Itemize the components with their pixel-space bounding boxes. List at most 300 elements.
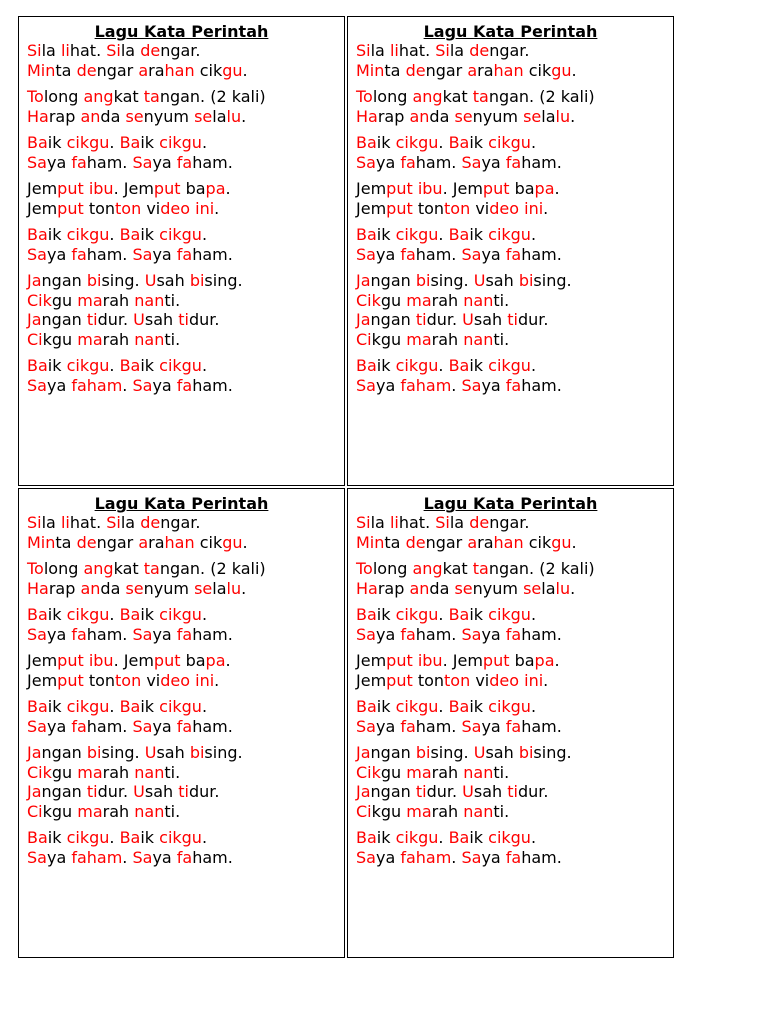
highlighted-syllable: U bbox=[144, 743, 157, 762]
syllable: . bbox=[554, 651, 560, 670]
lyric-line bbox=[356, 717, 673, 737]
lyric-line bbox=[356, 802, 673, 822]
highlighted-syllable: ton bbox=[115, 670, 142, 690]
highlighted-syllable: Ba bbox=[119, 133, 141, 152]
lyric-line bbox=[356, 107, 673, 127]
syllable: ik bbox=[376, 828, 396, 847]
syllable: la bbox=[41, 41, 61, 60]
syllable: da bbox=[429, 106, 455, 126]
syllable: la bbox=[120, 513, 141, 532]
song-card-2 bbox=[347, 16, 674, 486]
syllable: kgu bbox=[371, 329, 407, 349]
highlighted-syllable: deo bbox=[160, 198, 191, 218]
syllable: . bbox=[571, 60, 577, 80]
highlighted-syllable: Sa bbox=[356, 152, 376, 172]
highlighted-syllable: bi bbox=[189, 743, 205, 762]
highlighted-syllable: ma bbox=[77, 290, 103, 310]
syllable: ham. bbox=[86, 716, 133, 736]
highlighted-syllable: gu bbox=[551, 532, 572, 552]
highlighted-syllable: pa bbox=[534, 651, 555, 670]
syllable: . bbox=[109, 605, 120, 624]
syllable: la bbox=[541, 106, 556, 126]
syllable: gu bbox=[51, 762, 78, 782]
highlighted-syllable: Si bbox=[27, 41, 42, 60]
syllable: ik bbox=[469, 828, 489, 847]
lyric-line bbox=[27, 579, 344, 599]
lyric-line bbox=[27, 533, 344, 553]
highlighted-syllable: Sa bbox=[356, 847, 376, 867]
stanza bbox=[356, 697, 673, 736]
syllable: hat. bbox=[398, 513, 436, 532]
syllable: ya bbox=[152, 847, 177, 867]
highlighted-syllable: gu bbox=[222, 532, 243, 552]
highlighted-syllable: ibu bbox=[417, 651, 443, 670]
highlighted-syllable: gu bbox=[222, 60, 243, 80]
syllable: ra bbox=[477, 532, 494, 552]
song-card-3 bbox=[18, 488, 345, 958]
syllable: ik bbox=[47, 133, 67, 152]
syllable: ik bbox=[140, 356, 160, 375]
highlighted-syllable: Ha bbox=[356, 106, 378, 126]
highlighted-syllable: Ba bbox=[27, 225, 48, 244]
highlighted-syllable: cikgu bbox=[159, 225, 202, 244]
syllable: cik bbox=[194, 532, 223, 552]
lyric-line bbox=[356, 376, 673, 396]
highlighted-syllable: fa bbox=[71, 152, 87, 172]
highlighted-syllable: Sa bbox=[461, 375, 482, 395]
stanza bbox=[356, 87, 673, 126]
lyric-line bbox=[356, 605, 673, 625]
syllable: kat bbox=[113, 559, 144, 578]
syllable: ra bbox=[148, 60, 165, 80]
stanza bbox=[27, 356, 344, 395]
highlighted-syllable: lu bbox=[555, 578, 571, 598]
highlighted-syllable: a bbox=[467, 532, 478, 552]
syllable: ba bbox=[509, 651, 535, 670]
syllable: vi bbox=[470, 670, 490, 690]
highlighted-syllable: Ha bbox=[27, 578, 49, 598]
highlighted-syllable: Sa bbox=[356, 716, 376, 736]
highlighted-syllable: Ba bbox=[448, 697, 470, 716]
highlighted-syllable: Ja bbox=[27, 310, 42, 329]
highlighted-syllable: cikgu bbox=[159, 605, 202, 624]
syllable: ik bbox=[47, 605, 67, 624]
syllable: . bbox=[241, 578, 247, 598]
stanza bbox=[356, 271, 673, 349]
syllable: . bbox=[122, 375, 133, 395]
highlighted-syllable: Si bbox=[27, 513, 42, 532]
highlighted-syllable: Ba bbox=[119, 225, 141, 244]
stanza bbox=[27, 651, 344, 690]
syllable: rah bbox=[102, 290, 135, 310]
highlighted-syllable: ang bbox=[83, 87, 114, 106]
lyric-line bbox=[27, 651, 344, 671]
highlighted-syllable: an bbox=[409, 578, 430, 598]
syllable: ya bbox=[46, 847, 72, 867]
highlighted-syllable: Sa bbox=[356, 244, 376, 264]
syllable: ik bbox=[47, 828, 67, 847]
syllable: ik bbox=[469, 697, 489, 716]
lyric-line bbox=[27, 107, 344, 127]
syllable: da bbox=[429, 578, 455, 598]
highlighted-syllable: se bbox=[194, 106, 213, 126]
syllable: sing. bbox=[533, 743, 572, 762]
lyric-line bbox=[356, 271, 673, 291]
highlighted-syllable: fa bbox=[176, 244, 193, 264]
syllable: ta bbox=[384, 532, 406, 552]
highlighted-syllable: Sa bbox=[132, 152, 153, 172]
highlighted-syllable: de bbox=[405, 60, 426, 80]
lyric-line bbox=[356, 291, 673, 311]
syllable: la bbox=[212, 578, 227, 598]
highlighted-syllable: ang bbox=[412, 559, 443, 578]
highlighted-syllable: bi bbox=[86, 743, 102, 762]
highlighted-syllable: an bbox=[80, 578, 101, 598]
lyric-line bbox=[27, 225, 344, 245]
syllable: ya bbox=[375, 375, 401, 395]
syllable: ik bbox=[376, 605, 396, 624]
syllable: ik bbox=[140, 828, 160, 847]
syllable: ham. bbox=[415, 244, 462, 264]
highlighted-syllable: de bbox=[140, 41, 161, 60]
syllable: . bbox=[438, 828, 449, 847]
highlighted-syllable: Ba bbox=[448, 133, 470, 152]
syllable: ton bbox=[412, 198, 445, 218]
syllable: sah bbox=[156, 743, 190, 762]
highlighted-syllable: fa bbox=[176, 624, 193, 644]
lyric-line bbox=[27, 743, 344, 763]
highlighted-syllable: nan bbox=[463, 801, 494, 821]
syllable: dur. bbox=[517, 782, 549, 801]
highlighted-syllable: Si bbox=[435, 41, 450, 60]
highlighted-syllable: ibu bbox=[417, 179, 443, 198]
syllable: ton bbox=[412, 670, 445, 690]
highlighted-syllable: fa bbox=[400, 847, 416, 867]
lyric-line bbox=[27, 802, 344, 822]
syllable: . bbox=[225, 651, 231, 670]
highlighted-syllable: cikgu bbox=[395, 133, 439, 152]
lyric-line bbox=[27, 61, 344, 81]
syllable: rah bbox=[431, 762, 464, 782]
highlighted-syllable: Sa bbox=[27, 624, 47, 644]
lyric-line bbox=[356, 651, 673, 671]
syllable: kgu bbox=[371, 801, 407, 821]
highlighted-syllable: ti bbox=[178, 782, 189, 801]
stanza bbox=[27, 41, 344, 80]
lyric-line bbox=[27, 291, 344, 311]
song-title: Lagu Kata Perintah bbox=[94, 22, 269, 41]
highlighted-syllable: han bbox=[164, 60, 195, 80]
highlighted-syllable: put bbox=[386, 198, 413, 218]
lyric-line bbox=[356, 533, 673, 553]
lyric-line bbox=[27, 87, 344, 107]
stanza bbox=[27, 513, 344, 552]
stanza bbox=[356, 513, 673, 552]
syllable: ngan bbox=[41, 271, 87, 290]
lyric-line bbox=[27, 717, 344, 737]
syllable: nyum bbox=[472, 578, 524, 598]
highlighted-syllable: fa bbox=[176, 847, 193, 867]
syllable: ra bbox=[477, 60, 494, 80]
highlighted-syllable: Ja bbox=[356, 310, 371, 329]
syllable: . bbox=[451, 847, 462, 867]
syllable: ngan. (2 kali) bbox=[159, 87, 266, 106]
highlighted-syllable: put bbox=[57, 179, 84, 198]
highlighted-syllable: de bbox=[405, 532, 426, 552]
syllable: ya bbox=[375, 624, 401, 644]
song-title: Lagu Kata Perintah bbox=[423, 494, 598, 513]
lyric-line bbox=[356, 61, 673, 81]
syllable: ngar bbox=[96, 60, 139, 80]
highlighted-syllable: Sa bbox=[27, 716, 47, 736]
syllable: . Jem bbox=[442, 179, 483, 198]
syllable: la bbox=[541, 578, 556, 598]
syllable: sah bbox=[473, 782, 508, 801]
lyric-line bbox=[356, 87, 673, 107]
lyric-line bbox=[27, 133, 344, 153]
syllable: ngar. bbox=[160, 513, 201, 532]
highlighted-syllable: Sa bbox=[356, 624, 376, 644]
highlighted-syllable: Ha bbox=[356, 578, 378, 598]
highlighted-syllable: de bbox=[469, 41, 490, 60]
highlighted-syllable: Ja bbox=[356, 743, 371, 762]
lyrics bbox=[27, 513, 344, 867]
highlighted-syllable: Sa bbox=[461, 244, 482, 264]
syllable: ba bbox=[509, 179, 535, 198]
syllable: ya bbox=[481, 152, 506, 172]
syllable: hat. bbox=[69, 513, 107, 532]
syllable: ti. bbox=[164, 762, 181, 782]
syllable: ton bbox=[83, 670, 116, 690]
syllable: ti. bbox=[164, 290, 181, 310]
highlighted-syllable: ma bbox=[77, 762, 103, 782]
highlighted-syllable: ma bbox=[77, 329, 103, 349]
highlighted-syllable: lu bbox=[226, 578, 242, 598]
syllable: nyum bbox=[472, 106, 524, 126]
syllable: ham. bbox=[521, 152, 562, 172]
highlighted-syllable: de bbox=[140, 513, 161, 532]
highlighted-syllable: fa bbox=[505, 244, 522, 264]
highlighted-syllable: cikgu bbox=[66, 828, 110, 847]
syllable: ti. bbox=[493, 801, 510, 821]
syllable: ik bbox=[469, 225, 489, 244]
syllable: ik bbox=[376, 697, 396, 716]
highlighted-syllable: se bbox=[454, 106, 473, 126]
syllable: . bbox=[543, 198, 549, 218]
lyric-line bbox=[27, 330, 344, 350]
highlighted-syllable: ton bbox=[444, 670, 471, 690]
syllable: hat. bbox=[69, 41, 107, 60]
highlighted-syllable: Ba bbox=[448, 605, 470, 624]
syllable: ngar bbox=[96, 532, 139, 552]
syllable: dur. bbox=[426, 782, 463, 801]
highlighted-syllable: cikgu bbox=[395, 225, 439, 244]
syllable: dur. bbox=[188, 310, 220, 329]
syllable: sah bbox=[473, 310, 508, 329]
syllable: . bbox=[438, 133, 449, 152]
syllable: Jem bbox=[27, 198, 58, 218]
highlighted-syllable: de bbox=[76, 532, 97, 552]
syllable: . bbox=[122, 847, 133, 867]
highlighted-syllable: li bbox=[389, 41, 399, 60]
highlighted-syllable: put bbox=[57, 670, 84, 690]
highlighted-syllable: Min bbox=[356, 60, 385, 80]
highlighted-syllable: cikgu bbox=[395, 828, 439, 847]
highlighted-syllable: ti bbox=[415, 310, 427, 329]
lyric-line bbox=[356, 225, 673, 245]
syllable: dur. bbox=[426, 310, 463, 329]
syllable: ham. bbox=[415, 624, 462, 644]
stanza bbox=[27, 743, 344, 821]
highlighted-syllable: put bbox=[386, 651, 413, 670]
highlighted-syllable: cikgu bbox=[159, 697, 202, 716]
syllable: ham. bbox=[192, 244, 233, 264]
syllable: rah bbox=[431, 290, 464, 310]
highlighted-syllable: fa bbox=[505, 152, 522, 172]
syllable: ham. bbox=[521, 244, 562, 264]
highlighted-syllable: fa bbox=[71, 624, 87, 644]
highlighted-syllable: bi bbox=[518, 271, 534, 290]
highlighted-syllable: ton bbox=[444, 198, 471, 218]
syllable: sah bbox=[485, 743, 519, 762]
highlighted-syllable: fa bbox=[505, 375, 522, 395]
syllable: ngan bbox=[370, 782, 416, 801]
highlighted-syllable: fa bbox=[176, 716, 193, 736]
highlighted-syllable: ti bbox=[507, 310, 518, 329]
highlighted-syllable: se bbox=[523, 106, 542, 126]
highlighted-syllable: cikgu bbox=[488, 697, 531, 716]
syllable: . bbox=[438, 356, 449, 375]
syllable: sing. bbox=[204, 271, 243, 290]
syllable: ham. bbox=[415, 716, 462, 736]
stanza bbox=[27, 605, 344, 644]
highlighted-syllable: bi bbox=[189, 271, 205, 290]
highlighted-syllable: ham bbox=[415, 375, 452, 395]
stanza bbox=[27, 271, 344, 349]
highlighted-syllable: ibu bbox=[88, 651, 114, 670]
syllable: ham. bbox=[86, 624, 133, 644]
lyric-line bbox=[356, 179, 673, 199]
lyric-line bbox=[356, 330, 673, 350]
highlighted-syllable: nan bbox=[134, 290, 165, 310]
syllable: la bbox=[212, 106, 227, 126]
lyric-line bbox=[27, 782, 344, 802]
highlighted-syllable: To bbox=[27, 559, 44, 578]
lyrics bbox=[356, 513, 673, 867]
lyric-line bbox=[356, 513, 673, 533]
syllable: ik bbox=[140, 133, 160, 152]
highlighted-syllable: fa bbox=[400, 716, 416, 736]
syllable: ham. bbox=[192, 152, 233, 172]
syllable: ngan bbox=[370, 271, 416, 290]
lyric-line bbox=[27, 559, 344, 579]
highlighted-syllable: pa bbox=[205, 651, 226, 670]
highlighted-syllable: fa bbox=[176, 375, 193, 395]
highlighted-syllable: Sa bbox=[27, 375, 47, 395]
syllable: sing. bbox=[430, 271, 474, 290]
syllable: sah bbox=[485, 271, 519, 290]
highlighted-syllable: ham bbox=[86, 375, 123, 395]
syllable: ngar. bbox=[489, 513, 530, 532]
syllable: . bbox=[438, 697, 449, 716]
syllable: rah bbox=[431, 329, 464, 349]
syllable: ham. bbox=[521, 375, 562, 395]
syllable: ik bbox=[47, 697, 67, 716]
highlighted-syllable: U bbox=[133, 782, 145, 801]
syllable: Jem bbox=[27, 651, 58, 670]
highlighted-syllable: ini bbox=[524, 670, 544, 690]
highlighted-syllable: han bbox=[164, 532, 195, 552]
syllable: rah bbox=[102, 801, 135, 821]
syllable: ngan bbox=[41, 782, 87, 801]
syllable: . bbox=[543, 670, 549, 690]
lyric-line bbox=[27, 513, 344, 533]
syllable: dur. bbox=[188, 782, 220, 801]
syllable: gu bbox=[380, 290, 407, 310]
lyric-line bbox=[27, 310, 344, 330]
highlighted-syllable: fa bbox=[400, 152, 416, 172]
syllable: kat bbox=[113, 87, 144, 106]
highlighted-syllable: Ja bbox=[356, 271, 371, 290]
highlighted-syllable: fa bbox=[176, 152, 193, 172]
syllable: ham. bbox=[192, 375, 233, 395]
highlighted-syllable: bi bbox=[415, 271, 431, 290]
highlighted-syllable: Ba bbox=[119, 828, 141, 847]
syllable: ta bbox=[55, 532, 77, 552]
syllable: . bbox=[201, 605, 208, 624]
highlighted-syllable: cikgu bbox=[488, 828, 531, 847]
syllable: Jem bbox=[356, 179, 387, 198]
highlighted-syllable: fa bbox=[505, 847, 522, 867]
syllable: . Jem bbox=[113, 179, 154, 198]
highlighted-syllable: ang bbox=[83, 559, 114, 578]
highlighted-syllable: se bbox=[194, 578, 213, 598]
highlighted-syllable: ta bbox=[143, 87, 160, 106]
syllable: ti. bbox=[493, 762, 510, 782]
syllable: ngan bbox=[41, 743, 87, 762]
highlighted-syllable: nan bbox=[463, 290, 494, 310]
stanza bbox=[356, 225, 673, 264]
highlighted-syllable: put bbox=[482, 179, 510, 198]
syllable: ya bbox=[481, 375, 506, 395]
syllable: sing. bbox=[430, 743, 474, 762]
stanza bbox=[27, 559, 344, 598]
highlighted-syllable: cikgu bbox=[395, 356, 439, 375]
highlighted-syllable: li bbox=[389, 513, 399, 532]
lyric-line bbox=[356, 848, 673, 868]
syllable: . bbox=[571, 532, 577, 552]
stanza bbox=[27, 87, 344, 126]
highlighted-syllable: Ba bbox=[119, 605, 141, 624]
highlighted-syllable: nan bbox=[134, 762, 165, 782]
syllable: long bbox=[372, 559, 413, 578]
syllable: . bbox=[109, 697, 120, 716]
highlighted-syllable: ti bbox=[86, 782, 98, 801]
stanza bbox=[356, 559, 673, 598]
syllable: ya bbox=[152, 244, 177, 264]
highlighted-syllable: put bbox=[482, 651, 510, 670]
syllable: . bbox=[438, 225, 449, 244]
syllable: cik bbox=[194, 60, 223, 80]
lyric-line bbox=[27, 179, 344, 199]
highlighted-syllable: ma bbox=[406, 329, 432, 349]
highlighted-syllable: Sa bbox=[461, 624, 482, 644]
syllable: ngan bbox=[370, 743, 416, 762]
lyric-line bbox=[356, 743, 673, 763]
highlighted-syllable: Cik bbox=[356, 290, 381, 310]
lyrics bbox=[27, 41, 344, 395]
syllable: ngan. (2 kali) bbox=[159, 559, 266, 578]
